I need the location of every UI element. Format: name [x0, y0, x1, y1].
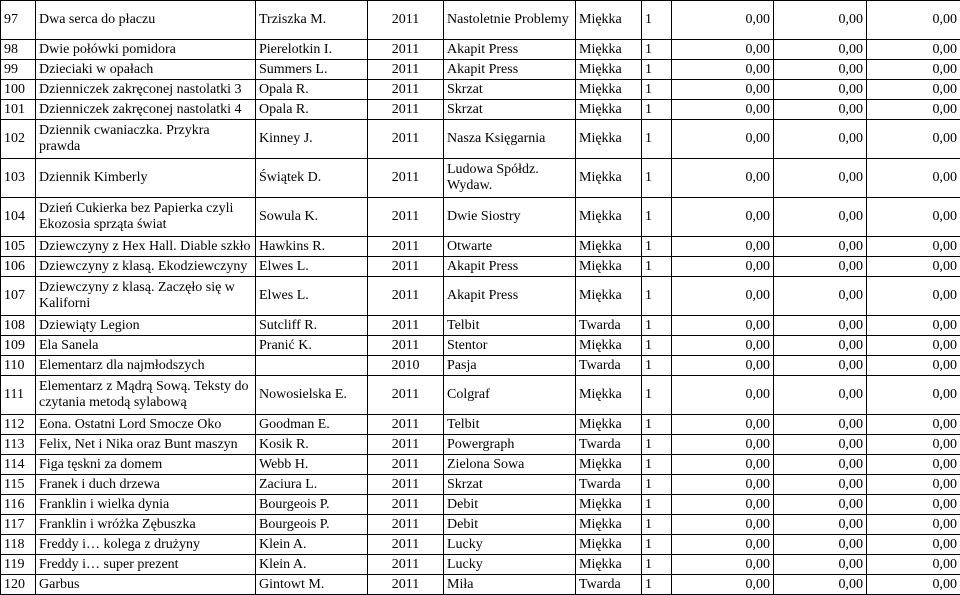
- value-1-cell: 0,00: [672, 415, 774, 435]
- value-3-cell: 0,00: [867, 159, 960, 198]
- value-3-cell: 0,00: [867, 237, 960, 257]
- value-2-cell: 0,00: [774, 60, 867, 80]
- cover-type-cell: Miękka: [576, 336, 642, 356]
- publisher-cell: Debit: [444, 495, 576, 515]
- cover-type-cell: Miękka: [576, 1, 642, 40]
- publication-year-cell: 2011: [368, 237, 444, 257]
- value-2-cell: 0,00: [774, 555, 867, 575]
- value-1-cell: 0,00: [672, 455, 774, 475]
- value-3-cell: 0,00: [867, 515, 960, 535]
- publication-year-cell: 2011: [368, 316, 444, 336]
- value-2-cell: 0,00: [774, 535, 867, 555]
- publication-year-cell: 2011: [368, 415, 444, 435]
- table-row: [1, 80, 960, 100]
- publication-year-cell: 2011: [368, 336, 444, 356]
- value-2-cell: 0,00: [774, 159, 867, 198]
- publisher-cell: Akapit Press: [444, 257, 576, 277]
- book-author-cell: Klein A.: [256, 535, 368, 555]
- book-author-cell: Opala R.: [256, 100, 368, 120]
- book-title-cell: Franek i duch drzewa: [36, 475, 256, 495]
- publisher-cell: Stentor: [444, 336, 576, 356]
- value-3-cell: 0,00: [867, 415, 960, 435]
- publisher-cell: Lucky: [444, 535, 576, 555]
- value-2-cell: 0,00: [774, 198, 867, 237]
- book-title-cell: Elementarz dla najmłodszych: [36, 356, 256, 376]
- publication-year-cell: 2011: [368, 100, 444, 120]
- book-author-cell: Kinney J.: [256, 120, 368, 159]
- book-author-cell: Kosik R.: [256, 435, 368, 455]
- row-number-cell: 107: [1, 277, 36, 316]
- value-1-cell: 0,00: [672, 575, 774, 595]
- value-1-cell: 0,00: [672, 237, 774, 257]
- quantity-cell: 1: [642, 376, 672, 415]
- publisher-cell: Zielona Sowa: [444, 455, 576, 475]
- book-author-cell: Summers L.: [256, 60, 368, 80]
- table-row: [1, 159, 960, 198]
- row-number-cell: 104: [1, 198, 36, 237]
- table-row: [1, 356, 960, 376]
- quantity-cell: 1: [642, 435, 672, 455]
- value-3-cell: 0,00: [867, 316, 960, 336]
- value-1-cell: 0,00: [672, 435, 774, 455]
- book-title-cell: Dzienniczek zakręconej nastolatki 4: [36, 100, 256, 120]
- book-title-cell: Dwa serca do płaczu: [36, 1, 256, 40]
- value-3-cell: 0,00: [867, 198, 960, 237]
- table-body: [1, 1, 960, 595]
- value-2-cell: 0,00: [774, 575, 867, 595]
- cover-type-cell: Miękka: [576, 120, 642, 159]
- book-title-cell: Franklin i wróżka Zębuszka: [36, 515, 256, 535]
- cover-type-cell: Miękka: [576, 555, 642, 575]
- value-3-cell: 0,00: [867, 40, 960, 60]
- value-3-cell: 0,00: [867, 356, 960, 376]
- book-author-cell: [256, 356, 368, 376]
- book-title-cell: Dziewczyny z klasą. Ekodziewczyny: [36, 257, 256, 277]
- cover-type-cell: Miękka: [576, 40, 642, 60]
- publisher-cell: Colgraf: [444, 376, 576, 415]
- quantity-cell: 1: [642, 495, 672, 515]
- value-2-cell: 0,00: [774, 495, 867, 515]
- value-3-cell: 0,00: [867, 120, 960, 159]
- value-2-cell: 0,00: [774, 257, 867, 277]
- value-3-cell: 0,00: [867, 1, 960, 40]
- value-2-cell: 0,00: [774, 336, 867, 356]
- table-row: [1, 475, 960, 495]
- table-row: [1, 455, 960, 475]
- value-3-cell: 0,00: [867, 336, 960, 356]
- publication-year-cell: 2011: [368, 575, 444, 595]
- value-2-cell: 0,00: [774, 277, 867, 316]
- book-author-cell: Pranić K.: [256, 336, 368, 356]
- value-1-cell: 0,00: [672, 515, 774, 535]
- book-author-cell: Webb H.: [256, 455, 368, 475]
- book-title-cell: Freddy i… kolega z drużyny: [36, 535, 256, 555]
- cover-type-cell: Miękka: [576, 198, 642, 237]
- value-2-cell: 0,00: [774, 100, 867, 120]
- row-number-cell: 119: [1, 555, 36, 575]
- quantity-cell: 1: [642, 257, 672, 277]
- row-number-cell: 99: [1, 60, 36, 80]
- table-row: [1, 40, 960, 60]
- row-number-cell: 111: [1, 376, 36, 415]
- book-title-cell: Dziewczyny z Hex Hall. Diable szkło: [36, 237, 256, 257]
- table-row: [1, 495, 960, 515]
- publisher-cell: Skrzat: [444, 80, 576, 100]
- value-2-cell: 0,00: [774, 237, 867, 257]
- value-1-cell: 0,00: [672, 535, 774, 555]
- row-number-cell: 118: [1, 535, 36, 555]
- value-1-cell: 0,00: [672, 257, 774, 277]
- value-1-cell: 0,00: [672, 1, 774, 40]
- row-number-cell: 108: [1, 316, 36, 336]
- table-row: [1, 257, 960, 277]
- book-author-cell: Klein A.: [256, 555, 368, 575]
- cover-type-cell: Miękka: [576, 277, 642, 316]
- table-row: [1, 535, 960, 555]
- value-1-cell: 0,00: [672, 80, 774, 100]
- book-author-cell: Trziszka M.: [256, 1, 368, 40]
- table-row: [1, 575, 960, 595]
- quantity-cell: 1: [642, 120, 672, 159]
- quantity-cell: 1: [642, 40, 672, 60]
- publisher-cell: Nastoletnie Problemy: [444, 1, 576, 40]
- quantity-cell: 1: [642, 575, 672, 595]
- cover-type-cell: Miękka: [576, 80, 642, 100]
- book-title-cell: Dziennik Kimberly: [36, 159, 256, 198]
- cover-type-cell: Miękka: [576, 257, 642, 277]
- value-1-cell: 0,00: [672, 120, 774, 159]
- publication-year-cell: 2011: [368, 435, 444, 455]
- cover-type-cell: Miękka: [576, 100, 642, 120]
- publisher-cell: Lucky: [444, 555, 576, 575]
- value-1-cell: 0,00: [672, 316, 774, 336]
- quantity-cell: 1: [642, 60, 672, 80]
- quantity-cell: 1: [642, 100, 672, 120]
- table-row: [1, 1, 960, 40]
- cover-type-cell: Twarda: [576, 356, 642, 376]
- book-author-cell: Gintowt M.: [256, 575, 368, 595]
- value-2-cell: 0,00: [774, 80, 867, 100]
- quantity-cell: 1: [642, 198, 672, 237]
- publication-year-cell: 2011: [368, 555, 444, 575]
- publication-year-cell: 2011: [368, 515, 444, 535]
- quantity-cell: 1: [642, 159, 672, 198]
- publisher-cell: Telbit: [444, 415, 576, 435]
- row-number-cell: 109: [1, 336, 36, 356]
- value-3-cell: 0,00: [867, 376, 960, 415]
- value-3-cell: 0,00: [867, 257, 960, 277]
- row-number-cell: 113: [1, 435, 36, 455]
- book-title-cell: Dziennik cwaniaczka. Przykra prawda: [36, 120, 256, 159]
- publication-year-cell: 2011: [368, 1, 444, 40]
- value-3-cell: 0,00: [867, 495, 960, 515]
- row-number-cell: 116: [1, 495, 36, 515]
- book-title-cell: Garbus: [36, 575, 256, 595]
- row-number-cell: 112: [1, 415, 36, 435]
- publication-year-cell: 2011: [368, 198, 444, 237]
- quantity-cell: 1: [642, 277, 672, 316]
- cover-type-cell: Miękka: [576, 376, 642, 415]
- table-row: [1, 555, 960, 575]
- table-row: [1, 120, 960, 159]
- book-title-cell: Felix, Net i Nika oraz Bunt maszyn: [36, 435, 256, 455]
- value-2-cell: 0,00: [774, 120, 867, 159]
- row-number-cell: 115: [1, 475, 36, 495]
- row-number-cell: 102: [1, 120, 36, 159]
- book-author-cell: Sowula K.: [256, 198, 368, 237]
- value-3-cell: 0,00: [867, 455, 960, 475]
- book-author-cell: Opala R.: [256, 80, 368, 100]
- table-row: [1, 237, 960, 257]
- quantity-cell: 1: [642, 80, 672, 100]
- cover-type-cell: Miękka: [576, 237, 642, 257]
- row-number-cell: 114: [1, 455, 36, 475]
- row-number-cell: 100: [1, 80, 36, 100]
- publication-year-cell: 2011: [368, 535, 444, 555]
- publisher-cell: Telbit: [444, 316, 576, 336]
- quantity-cell: 1: [642, 555, 672, 575]
- publisher-cell: Otwarte: [444, 237, 576, 257]
- book-author-cell: Sutcliff R.: [256, 316, 368, 336]
- value-3-cell: 0,00: [867, 435, 960, 455]
- book-author-cell: Bourgeois P.: [256, 495, 368, 515]
- quantity-cell: 1: [642, 455, 672, 475]
- value-2-cell: 0,00: [774, 376, 867, 415]
- row-number-cell: 97: [1, 1, 36, 40]
- cover-type-cell: Miękka: [576, 60, 642, 80]
- publication-year-cell: 2011: [368, 40, 444, 60]
- row-number-cell: 105: [1, 237, 36, 257]
- value-3-cell: 0,00: [867, 60, 960, 80]
- book-title-cell: Elementarz z Mądrą Sową. Teksty do czytania metodą sylabową: [36, 376, 256, 415]
- value-3-cell: 0,00: [867, 80, 960, 100]
- publication-year-cell: 2011: [368, 60, 444, 80]
- value-2-cell: 0,00: [774, 316, 867, 336]
- cover-type-cell: Miękka: [576, 159, 642, 198]
- quantity-cell: 1: [642, 475, 672, 495]
- publication-year-cell: 2011: [368, 475, 444, 495]
- table-row: [1, 515, 960, 535]
- cover-type-cell: Twarda: [576, 435, 642, 455]
- row-number-cell: 117: [1, 515, 36, 535]
- table-row: [1, 198, 960, 237]
- quantity-cell: 1: [642, 415, 672, 435]
- value-2-cell: 0,00: [774, 455, 867, 475]
- publisher-cell: Akapit Press: [444, 60, 576, 80]
- value-1-cell: 0,00: [672, 336, 774, 356]
- quantity-cell: 1: [642, 316, 672, 336]
- book-author-cell: Świątek D.: [256, 159, 368, 198]
- book-title-cell: Freddy i… super prezent: [36, 555, 256, 575]
- publisher-cell: Debit: [444, 515, 576, 535]
- value-2-cell: 0,00: [774, 475, 867, 495]
- quantity-cell: 1: [642, 1, 672, 40]
- row-number-cell: 101: [1, 100, 36, 120]
- book-author-cell: Hawkins R.: [256, 237, 368, 257]
- publisher-cell: Ludowa Spółdz. Wydaw.: [444, 159, 576, 198]
- publisher-cell: Pasja: [444, 356, 576, 376]
- book-title-cell: Dziewiąty Legion: [36, 316, 256, 336]
- publication-year-cell: 2011: [368, 455, 444, 475]
- value-3-cell: 0,00: [867, 100, 960, 120]
- publication-year-cell: 2011: [368, 80, 444, 100]
- publisher-cell: Skrzat: [444, 100, 576, 120]
- value-1-cell: 0,00: [672, 40, 774, 60]
- book-author-cell: Goodman E.: [256, 415, 368, 435]
- row-number-cell: 98: [1, 40, 36, 60]
- cover-type-cell: Miękka: [576, 495, 642, 515]
- publication-year-cell: 2011: [368, 257, 444, 277]
- publication-year-cell: 2011: [368, 120, 444, 159]
- book-title-cell: Eona. Ostatni Lord Smocze Oko: [36, 415, 256, 435]
- value-3-cell: 0,00: [867, 575, 960, 595]
- book-title-cell: Dzienniczek zakręconej nastolatki 3: [36, 80, 256, 100]
- cover-type-cell: Miękka: [576, 455, 642, 475]
- value-1-cell: 0,00: [672, 198, 774, 237]
- cover-type-cell: Twarda: [576, 316, 642, 336]
- cover-type-cell: Miękka: [576, 535, 642, 555]
- book-author-cell: Bourgeois P.: [256, 515, 368, 535]
- value-3-cell: 0,00: [867, 277, 960, 316]
- book-title-cell: Ela Sanela: [36, 336, 256, 356]
- value-1-cell: 0,00: [672, 376, 774, 415]
- table-row: [1, 100, 960, 120]
- publisher-cell: Nasza Księgarnia: [444, 120, 576, 159]
- row-number-cell: 120: [1, 575, 36, 595]
- value-2-cell: 0,00: [774, 415, 867, 435]
- quantity-cell: 1: [642, 515, 672, 535]
- publication-year-cell: 2011: [368, 277, 444, 316]
- value-3-cell: 0,00: [867, 475, 960, 495]
- value-3-cell: 0,00: [867, 535, 960, 555]
- table-row: [1, 415, 960, 435]
- value-3-cell: 0,00: [867, 555, 960, 575]
- publisher-cell: Akapit Press: [444, 40, 576, 60]
- table-row: [1, 435, 960, 455]
- value-1-cell: 0,00: [672, 277, 774, 316]
- cover-type-cell: Twarda: [576, 575, 642, 595]
- value-1-cell: 0,00: [672, 60, 774, 80]
- value-1-cell: 0,00: [672, 495, 774, 515]
- publisher-cell: Akapit Press: [444, 277, 576, 316]
- publisher-cell: Miła: [444, 575, 576, 595]
- value-2-cell: 0,00: [774, 1, 867, 40]
- book-author-cell: Nowosielska E.: [256, 376, 368, 415]
- book-author-cell: Pierelotkin I.: [256, 40, 368, 60]
- quantity-cell: 1: [642, 535, 672, 555]
- book-title-cell: Dziewczyny z klasą. Zaczęło się w Kaliforni: [36, 277, 256, 316]
- book-author-cell: Elwes L.: [256, 277, 368, 316]
- table-row: [1, 316, 960, 336]
- publication-year-cell: 2011: [368, 495, 444, 515]
- book-title-cell: Franklin i wielka dynia: [36, 495, 256, 515]
- row-number-cell: 103: [1, 159, 36, 198]
- cover-type-cell: Miękka: [576, 415, 642, 435]
- value-1-cell: 0,00: [672, 159, 774, 198]
- quantity-cell: 1: [642, 237, 672, 257]
- table-row: [1, 336, 960, 356]
- value-2-cell: 0,00: [774, 40, 867, 60]
- book-title-cell: Figa tęskni za domem: [36, 455, 256, 475]
- value-2-cell: 0,00: [774, 356, 867, 376]
- value-1-cell: 0,00: [672, 356, 774, 376]
- value-2-cell: 0,00: [774, 515, 867, 535]
- quantity-cell: 1: [642, 336, 672, 356]
- publication-year-cell: 2011: [368, 376, 444, 415]
- publisher-cell: Skrzat: [444, 475, 576, 495]
- book-author-cell: Zaciura L.: [256, 475, 368, 495]
- value-1-cell: 0,00: [672, 100, 774, 120]
- value-2-cell: 0,00: [774, 435, 867, 455]
- publication-year-cell: 2010: [368, 356, 444, 376]
- book-author-cell: Elwes L.: [256, 257, 368, 277]
- publisher-cell: Dwie Siostry: [444, 198, 576, 237]
- book-title-cell: Dwie połówki pomidora: [36, 40, 256, 60]
- book-title-cell: Dzieciaki w opałach: [36, 60, 256, 80]
- publication-year-cell: 2011: [368, 159, 444, 198]
- table-row: [1, 376, 960, 415]
- cover-type-cell: Twarda: [576, 475, 642, 495]
- row-number-cell: 106: [1, 257, 36, 277]
- cover-type-cell: Miękka: [576, 515, 642, 535]
- quantity-cell: 1: [642, 356, 672, 376]
- book-title-cell: Dzień Cukierka bez Papierka czyli Ekozosia sprząta świat: [36, 198, 256, 237]
- publisher-cell: Powergraph: [444, 435, 576, 455]
- row-number-cell: 110: [1, 356, 36, 376]
- table-row: [1, 60, 960, 80]
- value-1-cell: 0,00: [672, 475, 774, 495]
- value-1-cell: 0,00: [672, 555, 774, 575]
- table-row: [1, 277, 960, 316]
